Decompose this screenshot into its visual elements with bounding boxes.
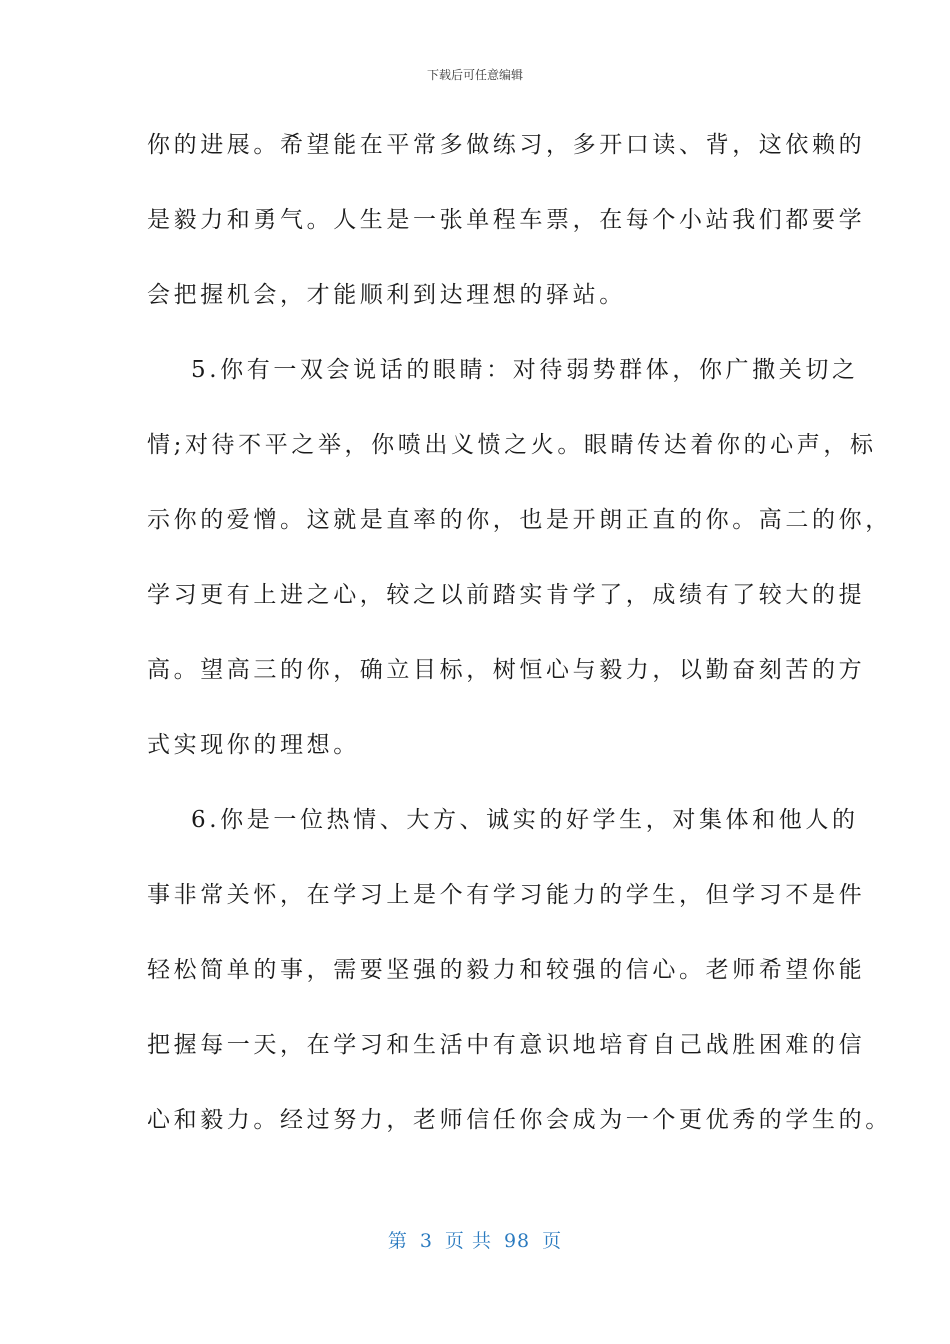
body-line: 是毅力和勇气。人生是一张单程车票，在每个小站我们都要学 bbox=[147, 207, 866, 233]
page-number: 3 bbox=[419, 1230, 433, 1252]
page-footer bbox=[0, 1226, 950, 1253]
body-line: 把握每一天，在学习和生活中有意识地培育自己战胜困难的信 bbox=[147, 1032, 866, 1058]
body-line: 事非常关怀，在学习上是个有学习能力的学生，但学习不是件 bbox=[147, 882, 866, 908]
body-line: 轻松简单的事，需要坚强的毅力和较强的信心。老师希望你能 bbox=[147, 957, 866, 983]
body-line: 情;对待不平之举，你喷出义愤之火。眼睛传达着你的心声，标 bbox=[147, 432, 877, 458]
body-line: 你的进展。希望能在平常多做练习，多开口读、背，这依赖的 bbox=[147, 132, 866, 158]
footer-middle: 页 共 bbox=[444, 1230, 492, 1252]
paragraph-6-first-line: 6.你是一位热情、大方、诚实的好学生，对集体和他人的 bbox=[191, 807, 859, 833]
body-line: 会把握机会，才能顺利到达理想的驿站。 bbox=[147, 282, 626, 308]
document-body bbox=[147, 120, 892, 1170]
total-pages: 98 bbox=[503, 1230, 531, 1252]
body-line: 高。望高三的你，确立目标，树恒心与毅力，以勤奋刻苦的方 bbox=[147, 657, 866, 683]
page-header: 下载后可任意编辑 bbox=[426, 68, 523, 82]
footer-prefix: 第 bbox=[387, 1230, 408, 1252]
paragraph-5-first-line: 5.你有一双会说话的眼睛：对待弱势群体，你广撒关切之 bbox=[191, 357, 859, 383]
body-line: 心和毅力。经过努力，老师信任你会成为一个更优秀的学生的。 bbox=[147, 1107, 892, 1133]
body-line: 式实现你的理想。 bbox=[147, 732, 360, 758]
body-line: 示你的爱憎。这就是直率的你，也是开朗正直的你。高二的你， bbox=[147, 507, 892, 533]
footer-suffix: 页 bbox=[542, 1230, 563, 1252]
body-line: 学习更有上进之心，较之以前踏实肯学了，成绩有了较大的提 bbox=[147, 582, 866, 608]
